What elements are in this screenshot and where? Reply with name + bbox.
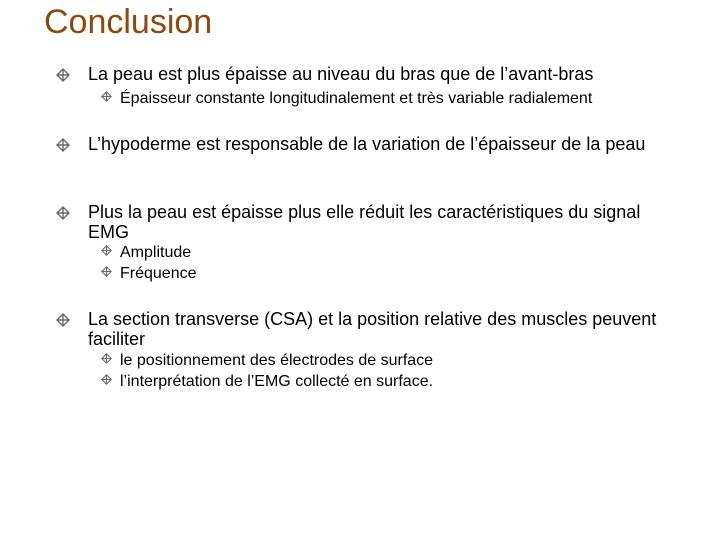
bullet-text: La peau est plus épaisse au niveau du bras que de l’avant-bras (88, 64, 594, 84)
sub-bullet-text: l’interprétation de l’EMG collecté en surface. (120, 373, 434, 390)
sub-bullet-text: Fréquence (120, 265, 197, 282)
sub-bullet-text: le positionnement des électrodes de surface (120, 352, 434, 369)
slide-title: Conclusion (44, 3, 213, 41)
sub-bullet-text: Épaisseur constante longitudinalement et très variable radialement (120, 90, 593, 107)
diamond-bullet-icon (56, 138, 70, 152)
diamond-bullet-icon (56, 206, 70, 220)
diamond-bullet-icon (101, 245, 112, 256)
bullet-text: La section transverse (CSA) et la position relative des muscles peuvent faciliter (88, 309, 657, 349)
diamond-bullet-icon (101, 353, 112, 364)
bullet-text: L’hypoderme est responsable de la variation de l’épaisseur de la peau (88, 134, 646, 154)
diamond-bullet-icon (56, 313, 70, 327)
diamond-bullet-icon (101, 91, 112, 102)
diamond-bullet-icon (101, 266, 112, 277)
diamond-bullet-icon (101, 374, 112, 385)
sub-bullet-text: Amplitude (120, 244, 192, 261)
bullet-text: Plus la peau est épaisse plus elle réduit les caractéristiques du signal EMG (88, 202, 641, 242)
diamond-bullet-icon (56, 68, 70, 82)
